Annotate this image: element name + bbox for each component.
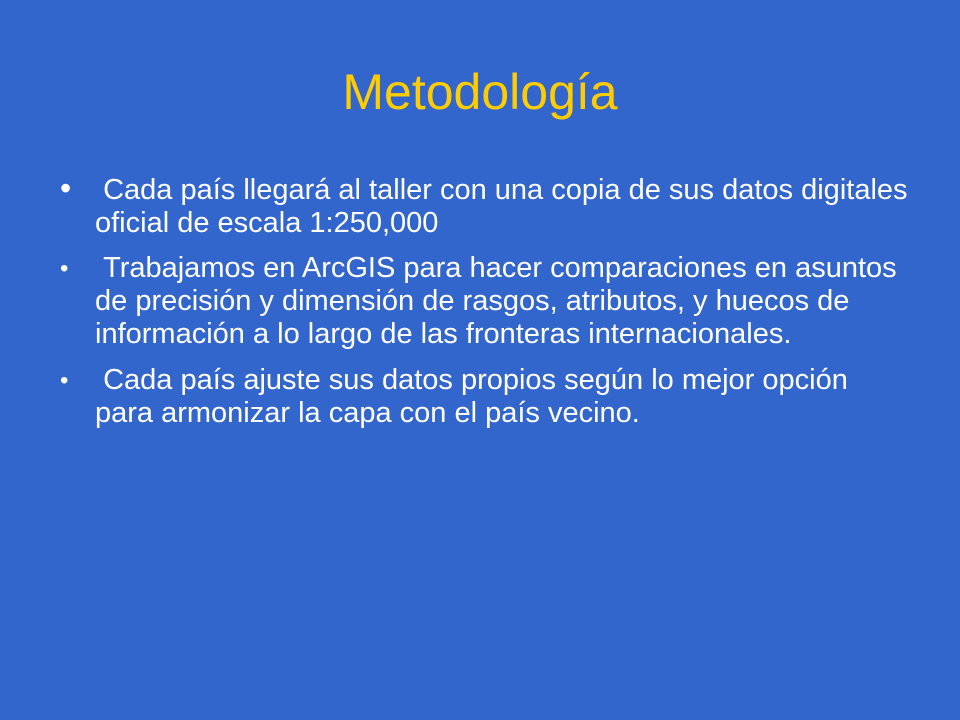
bullet-item-1: [58, 170, 916, 240]
bullet-icon: •: [60, 170, 72, 206]
bullet-list: [58, 170, 916, 442]
bullet-text-2: Trabajamos en ArcGIS para hacer comparaciones en asuntos de precisión y dimensión de rasgos, atributos, y huecos de información a lo largo de las fronteras internacionales.: [95, 252, 905, 350]
bullet-icon: •: [60, 367, 69, 394]
bullet-icon: •: [60, 255, 69, 282]
slide-title: Metodología: [342, 64, 618, 120]
bullet-item-3: [58, 364, 908, 430]
bullet-text-3: Cada país ajuste sus datos propios según lo mejor opción para armonizar la capa con el país vecino.: [95, 364, 856, 429]
bullet-text-1: Cada país llegará al taller con una copia de sus datos digitales oficial de escala 1:250,000: [95, 174, 916, 239]
bullet-item-2: [58, 252, 908, 351]
